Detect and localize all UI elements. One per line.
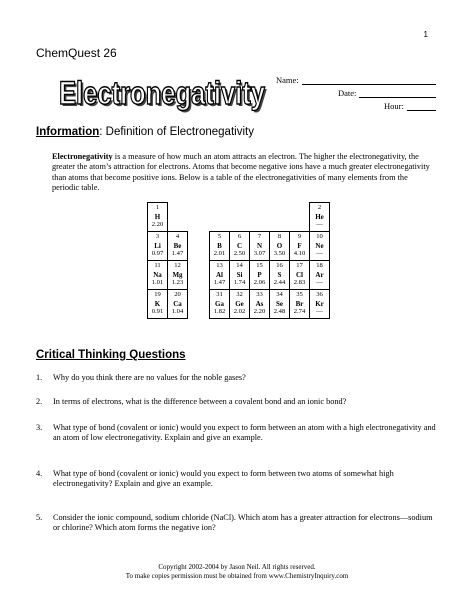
element-symbol: F (297, 241, 302, 250)
svg-text:Electronegativity: Electronegativity (59, 75, 266, 111)
element-cell (310, 203, 330, 232)
atomic-number: 18 (316, 262, 323, 270)
empty-cell (230, 203, 250, 232)
element-cell (250, 261, 270, 290)
element-symbol: Cl (296, 270, 303, 279)
element-symbol: S (277, 270, 282, 279)
element-symbol: Ca (173, 299, 182, 308)
electronegativity-value: 1.23 (171, 279, 184, 287)
atomic-number: 7 (257, 233, 262, 241)
element-cell (270, 290, 290, 319)
electronegativity-value: 2.20 (151, 221, 164, 229)
atomic-number: 11 (154, 262, 161, 270)
question-1 (36, 373, 440, 383)
date-row (276, 87, 436, 98)
right-table-row (210, 203, 330, 232)
electronegativity-value: 4.10 (293, 250, 306, 258)
element-cell (210, 261, 230, 290)
element-symbol: N (256, 241, 263, 250)
element-symbol: H (154, 212, 161, 221)
series-title: ChemQuest 26 (36, 46, 117, 60)
name-field[interactable] (302, 76, 436, 85)
hour-label: Hour: (384, 101, 404, 111)
empty-cell (210, 203, 230, 232)
information-heading (36, 126, 254, 138)
electronegativity-value: 0.91 (151, 308, 164, 316)
electronegativity-value: 2.50 (233, 250, 246, 258)
element-symbol: Br (295, 299, 304, 308)
empty-cell (270, 203, 290, 232)
electronegativity-value: 3.50 (273, 250, 286, 258)
electronegativity-value: 2.02 (233, 308, 246, 316)
element-symbol: Ar (315, 270, 324, 279)
electronegativity-value: — (316, 250, 323, 258)
atomic-number: 31 (216, 291, 223, 299)
definition-paragraph (52, 152, 434, 194)
atomic-number: 2 (317, 204, 322, 212)
question-number: 1. (36, 373, 43, 382)
element-symbol: P (257, 270, 262, 279)
svg-text:Electronegativity: Electronegativity (61, 77, 268, 113)
element-symbol: Ne (315, 241, 324, 250)
empty-cell (250, 203, 270, 232)
electronegativity-logo (56, 70, 272, 114)
element-cell (230, 290, 250, 319)
element-symbol: Na (153, 270, 162, 279)
copyright-line: Copyright 2002-2004 by Jason Neil. All rights reserved. (158, 563, 316, 571)
date-label: Date: (338, 88, 357, 98)
element-cell (310, 290, 330, 319)
element-cell (250, 290, 270, 319)
question-number: 2. (36, 397, 43, 406)
definition-term: Electronegativity (52, 152, 113, 161)
question-text: What type of bond (covalent or ionic) would you expect to form between an atom with a high electronegativity and an atom of low electronegativity. Explain and give an example. (53, 423, 436, 443)
element-cell (310, 261, 330, 290)
element-cell (148, 232, 168, 261)
question-text: Consider the ionic compound, sodium chloride (NaCl). Which atom has a greater attraction for electrons—sodium or chlorine? Which atom forms the negative ion? (53, 513, 433, 533)
atomic-number: 20 (174, 291, 181, 299)
electronegativity-value: 2.44 (273, 279, 286, 287)
atomic-number: 10 (316, 233, 323, 241)
right-table-row (210, 261, 330, 290)
footer (0, 563, 474, 581)
atomic-number: 15 (256, 262, 263, 270)
electronegativity-value: 0.97 (151, 250, 164, 258)
element-symbol: Ge (235, 299, 244, 308)
element-symbol: B (217, 241, 222, 250)
electronegativity-value: 1.04 (171, 308, 184, 316)
name-label: Name: (276, 75, 299, 85)
definition-text: is a measure of how much an atom attracts an electron. The higher the electronegativity, the greater the atom’s attraction for electrons. Atoms that become negative ions have a much greater electronegativity than atoms that become positive ions. Below is a table of the electronegativities of many elements from the periodic table. (52, 152, 430, 193)
atomic-number: 1 (155, 204, 160, 212)
electronegativity-value: — (316, 279, 323, 287)
information-heading-rest: : Definition of Electronegativity (99, 126, 254, 138)
element-symbol: Si (236, 270, 243, 279)
atomic-number: 16 (276, 262, 283, 270)
question-number: 3. (36, 423, 43, 432)
element-cell (230, 232, 250, 261)
element-cell (290, 261, 310, 290)
element-cell (148, 261, 168, 290)
information-heading-bold: Information (36, 126, 100, 138)
question-2 (36, 397, 440, 407)
question-number: 4. (36, 469, 43, 478)
element-cell (230, 261, 250, 290)
atomic-number: 13 (216, 262, 223, 270)
element-cell (168, 290, 188, 319)
element-symbol: As (255, 299, 264, 308)
element-symbol: Mg (172, 270, 183, 279)
element-cell (290, 232, 310, 261)
hour-field[interactable] (407, 102, 436, 111)
element-symbol: Se (276, 299, 283, 308)
element-cell (210, 290, 230, 319)
atomic-number: 14 (236, 262, 243, 270)
element-symbol: He (315, 212, 324, 221)
electronegativity-value: 2.06 (253, 279, 266, 287)
atomic-number: 8 (277, 233, 282, 241)
electronegativity-value: 2.74 (293, 308, 306, 316)
name-date-hour-box (276, 74, 436, 113)
question-text: Why do you think there are no values for the noble gases? (53, 373, 246, 382)
left-table-row (148, 232, 188, 261)
right-table-row (210, 290, 330, 319)
element-cell (210, 232, 230, 261)
question-text: In terms of electrons, what is the difference between a covalent bond and an ionic bond? (53, 397, 347, 406)
electronegativity-value: — (316, 308, 323, 316)
permission-line: To make copies permission must be obtained from www.ChemistryInquiry.com (125, 572, 349, 580)
atomic-number: 33 (256, 291, 263, 299)
element-symbol: C (236, 241, 243, 250)
right-table-row (210, 232, 330, 261)
element-cell (270, 261, 290, 290)
element-symbol: Be (173, 241, 182, 250)
electronegativity-value: 1.47 (171, 250, 184, 258)
name-row (276, 74, 436, 85)
element-cell (290, 290, 310, 319)
periodic-table-left (147, 202, 188, 319)
element-cell (168, 261, 188, 290)
atomic-number: 9 (297, 233, 302, 241)
atomic-number: 32 (236, 291, 243, 299)
electronegativity-value: 3.07 (253, 250, 266, 258)
atomic-number: 34 (276, 291, 283, 299)
electronegativity-value: 1.74 (233, 279, 246, 287)
element-cell (270, 232, 290, 261)
element-symbol: Ga (215, 299, 224, 308)
left-table-row (148, 290, 188, 319)
atomic-number: 4 (175, 233, 180, 241)
question-3 (36, 423, 440, 444)
element-symbol: Kr (315, 299, 324, 308)
element-symbol: Al (216, 270, 223, 279)
electronegativity-value: 2.20 (253, 308, 266, 316)
question-4 (36, 469, 440, 490)
electronegativity-value: 2.01 (213, 250, 226, 258)
element-cell (310, 232, 330, 261)
empty-cell (168, 203, 188, 232)
electronegativity-value: 1.82 (213, 308, 226, 316)
atomic-number: 17 (296, 262, 303, 270)
element-symbol: K (154, 299, 161, 308)
element-cell (148, 290, 168, 319)
question-5 (36, 513, 440, 534)
question-number: 5. (36, 513, 43, 522)
empty-cell (290, 203, 310, 232)
hour-row (276, 100, 436, 111)
atomic-number: 19 (154, 291, 161, 299)
element-symbol: Li (154, 241, 161, 250)
atomic-number: 36 (316, 291, 323, 299)
date-field[interactable] (359, 89, 436, 98)
electronegativity-value: — (316, 221, 323, 229)
electronegativity-value: 1.01 (151, 279, 164, 287)
left-table-row (148, 203, 188, 232)
page-number: 1 (423, 30, 428, 39)
atomic-number: 5 (217, 233, 222, 241)
atomic-number: 3 (155, 233, 160, 241)
element-cell (250, 232, 270, 261)
element-cell (148, 203, 168, 232)
question-text: What type of bond (covalent or ionic) would you expect to form between two atoms of somewhat high electronegativity? Explain and give an example. (53, 469, 394, 489)
electronegativity-value: 1.47 (213, 279, 226, 287)
atomic-number: 6 (237, 233, 242, 241)
periodic-table-right (209, 202, 330, 319)
electronegativity-value: 2.48 (273, 308, 286, 316)
atomic-number: 12 (174, 262, 181, 270)
element-symbol: O (276, 241, 283, 250)
electronegativity-value: 2.83 (293, 279, 306, 287)
atomic-number: 35 (296, 291, 303, 299)
left-table-row (148, 261, 188, 290)
element-cell (168, 232, 188, 261)
critical-thinking-heading: Critical Thinking Questions (36, 349, 186, 361)
